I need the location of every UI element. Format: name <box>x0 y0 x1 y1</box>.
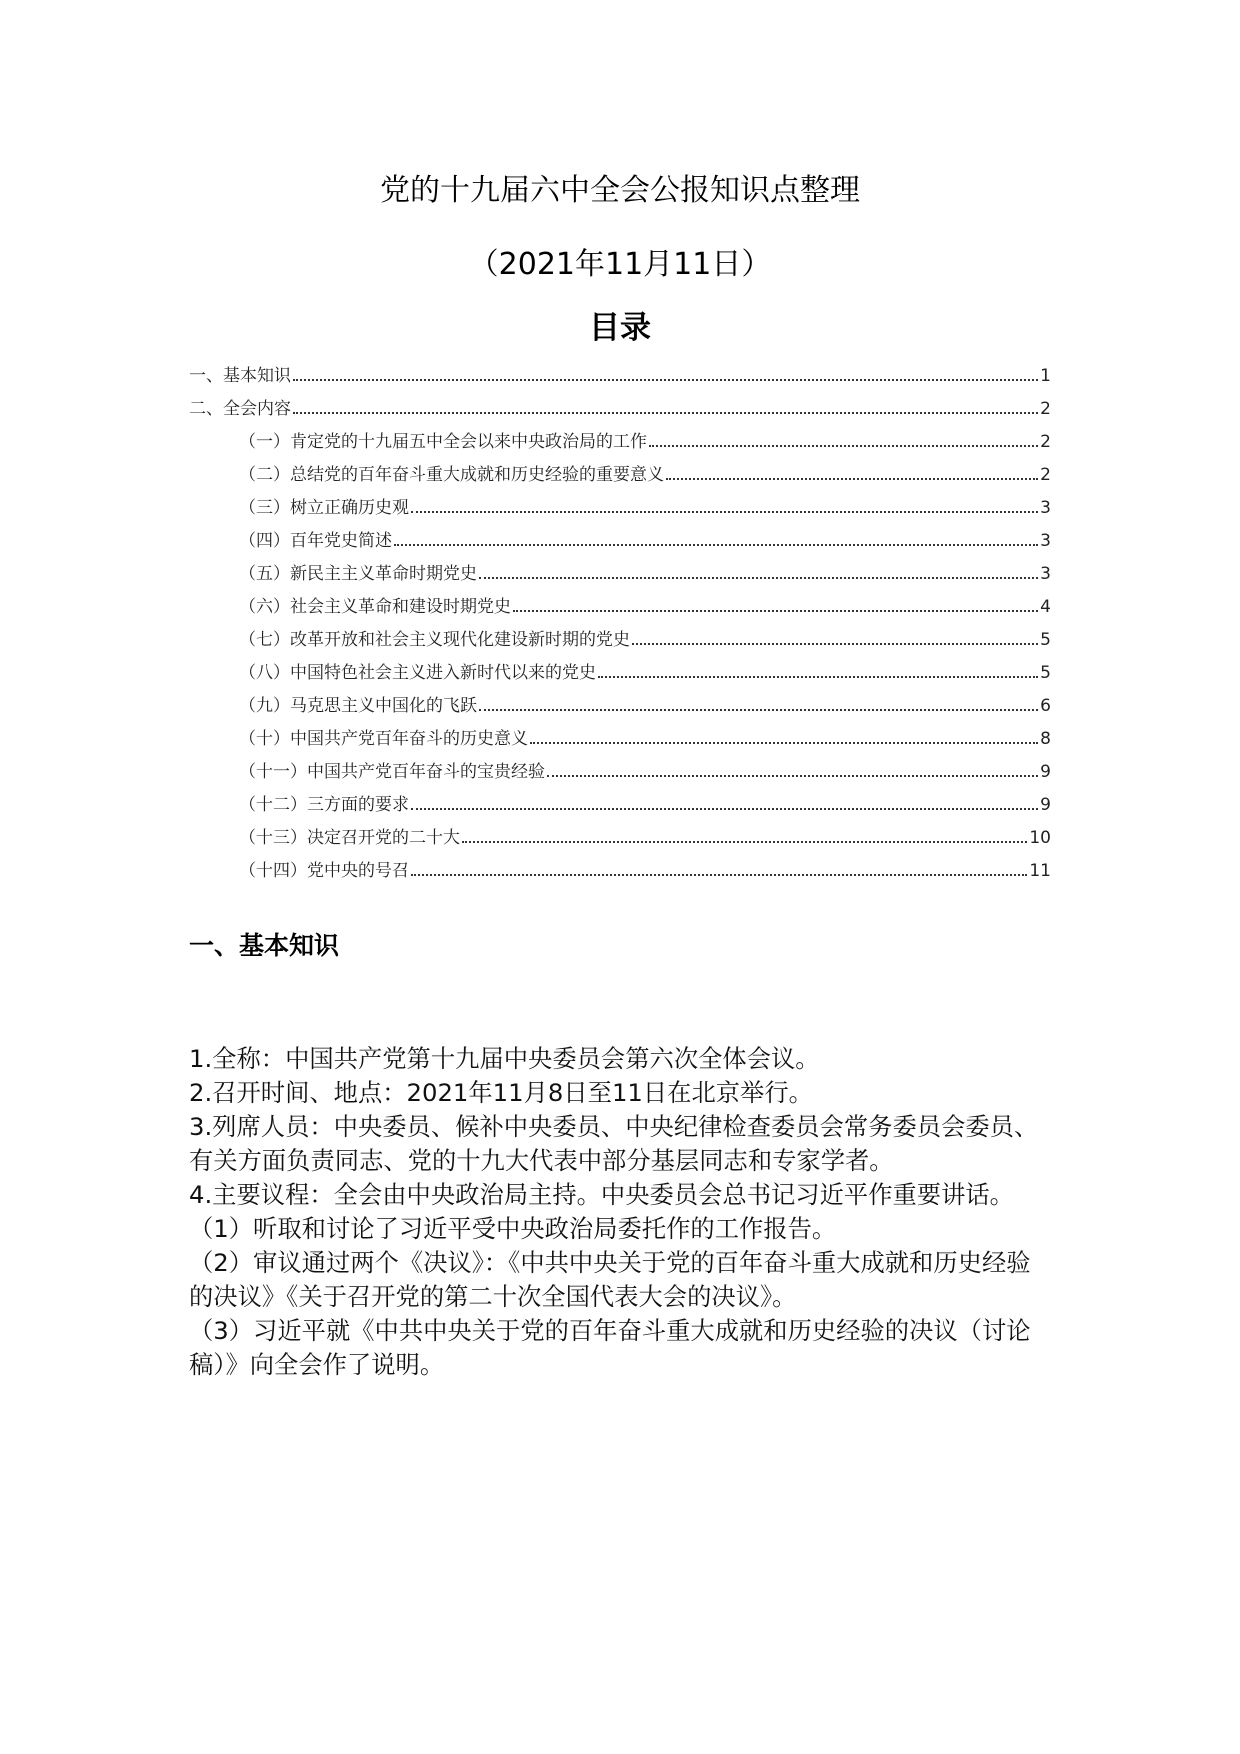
toc-entry-label: 一、基本知识 <box>189 366 291 386</box>
toc-entry-page-number: 5 <box>1040 663 1051 683</box>
toc-entry-page-number: 3 <box>1040 498 1051 518</box>
body-paragraph: （2）审议通过两个《决议》：《中共中央关于党的百年奋斗重大成就和历史经验的决议》《关于召开党的第二十次全国代表大会的决议》。 <box>189 1248 1031 1311</box>
toc-entry-page-number: 5 <box>1040 630 1051 650</box>
toc-leader-dots <box>462 841 1027 843</box>
toc-entry-label: （三）树立正确历史观 <box>239 498 409 518</box>
toc-entry-page-number: 4 <box>1040 597 1051 617</box>
toc-entry[interactable] <box>189 492 1051 525</box>
toc-entry[interactable] <box>189 789 1051 822</box>
toc-entry[interactable] <box>189 426 1051 459</box>
toc-entry-page-number: 1 <box>1040 366 1051 386</box>
toc-leader-dots <box>293 412 1038 414</box>
toc-entry-label: （七）改革开放和社会主义现代化建设新时期的党史 <box>239 630 630 650</box>
toc-entry[interactable] <box>189 459 1051 492</box>
toc-entry-label: （六）社会主义革命和建设时期党史 <box>239 597 511 617</box>
toc-entry[interactable] <box>189 690 1051 723</box>
toc-entry-label: （十）中国共产党百年奋斗的历史意义 <box>239 729 528 749</box>
toc-entry[interactable] <box>189 723 1051 756</box>
toc-entry-label: （二）总结党的百年奋斗重大成就和历史经验的重要意义 <box>239 465 664 485</box>
section-body <box>189 1042 1051 1382</box>
toc-entry-page-number: 2 <box>1040 465 1051 485</box>
body-paragraph: 3.列席人员：中央委员、候补中央委员、中央纪律检查委员会常务委员会委员、有关方面负责同志、党的十九大代表中部分基层同志和专家学者。 <box>189 1112 1039 1175</box>
document-title: 党的十九届六中全会公报知识点整理 <box>380 173 860 208</box>
toc-entry-page-number: 8 <box>1040 729 1051 749</box>
toc-leader-dots <box>632 643 1038 645</box>
toc-leader-dots <box>411 874 1027 876</box>
toc-entry-label: （九）马克思主义中国化的飞跃 <box>239 696 477 716</box>
body-paragraph: 1.全称：中国共产党第十九届中央委员会第六次全体会议。 <box>189 1044 820 1073</box>
toc-entry-page-number: 2 <box>1040 432 1051 452</box>
body-paragraph: （3）习近平就《中共中央关于党的百年奋斗重大成就和历史经验的决议（讨论稿）》向全会作了说明。 <box>189 1316 1031 1379</box>
toc-leader-dots <box>513 610 1038 612</box>
toc-leader-dots <box>530 742 1038 744</box>
toc-entry-label: （十三）决定召开党的二十大 <box>239 828 460 848</box>
toc-entry-label: （五）新民主主义革命时期党史 <box>239 564 477 584</box>
toc-leader-dots <box>411 808 1038 810</box>
section-heading-basic-knowledge: 一、基本知识 <box>189 931 340 960</box>
toc-heading: 目录 <box>589 310 651 346</box>
toc-leader-dots <box>479 577 1038 579</box>
body-paragraph: 2.召开时间、地点：2021年11月8日至11日在北京举行。 <box>189 1078 813 1107</box>
toc-entry-page-number: 9 <box>1040 762 1051 782</box>
toc-leader-dots <box>547 775 1038 777</box>
toc-leader-dots <box>598 676 1038 678</box>
toc-entry[interactable] <box>189 657 1051 690</box>
toc-entry-label: （八）中国特色社会主义进入新时代以来的党史 <box>239 663 596 683</box>
toc-entry[interactable] <box>189 525 1051 558</box>
toc-entry[interactable] <box>189 393 1051 426</box>
toc-entry[interactable] <box>189 558 1051 591</box>
toc-entry-label: （十一）中国共产党百年奋斗的宝贵经验 <box>239 762 545 782</box>
document-date: （2021年11月11日） <box>468 247 772 282</box>
toc-entry[interactable] <box>189 756 1051 789</box>
body-paragraph: 4.主要议程：全会由中央政治局主持。中央委员会总书记习近平作重要讲话。 <box>189 1180 1014 1209</box>
toc-entry-page-number: 6 <box>1040 696 1051 716</box>
toc-leader-dots <box>293 379 1038 381</box>
toc-entry-page-number: 3 <box>1040 564 1051 584</box>
toc-leader-dots <box>411 511 1038 513</box>
toc-entry-label: （十四）党中央的号召 <box>239 861 409 881</box>
toc-entry-label: （一）肯定党的十九届五中全会以来中央政治局的工作 <box>239 432 647 452</box>
toc-entry[interactable] <box>189 822 1051 855</box>
toc-entry-page-number: 9 <box>1040 795 1051 815</box>
toc-entry-label: （四）百年党史简述 <box>239 531 392 551</box>
toc-entry-page-number: 10 <box>1029 828 1051 848</box>
toc-leader-dots <box>666 478 1038 480</box>
toc-leader-dots <box>394 544 1038 546</box>
body-paragraph: （1）听取和讨论了习近平受中央政治局委托作的工作报告。 <box>189 1214 837 1243</box>
toc-leader-dots <box>649 445 1038 447</box>
toc-entry-label: 二、全会内容 <box>189 399 291 419</box>
toc-entry-page-number: 2 <box>1040 399 1051 419</box>
toc-leader-dots <box>479 709 1038 711</box>
toc-entry-page-number: 3 <box>1040 531 1051 551</box>
toc-entry-label: （十二）三方面的要求 <box>239 795 409 815</box>
toc-entry-page-number: 11 <box>1029 861 1051 881</box>
toc-entry[interactable] <box>189 624 1051 657</box>
toc-entry[interactable] <box>189 360 1051 393</box>
toc-entry[interactable] <box>189 855 1051 888</box>
toc-entry[interactable] <box>189 591 1051 624</box>
document-page <box>189 170 1051 1382</box>
table-of-contents <box>189 360 1051 888</box>
